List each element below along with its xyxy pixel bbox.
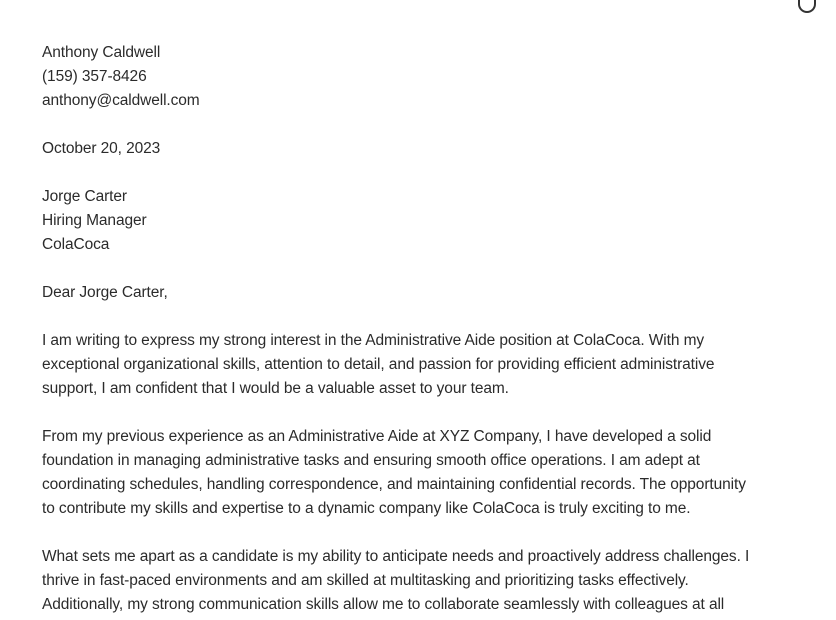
spacer bbox=[42, 401, 802, 425]
paragraph-line: From my previous experience as an Administrative Aide at XYZ Company, I have developed a solid bbox=[42, 428, 712, 445]
spacer bbox=[42, 257, 802, 281]
paragraph-line: coordinating schedules, handling correspondence, and maintaining confidential records. The opportunity bbox=[42, 476, 746, 493]
paragraph-line: foundation in managing administrative tasks and ensuring smooth office operations. I am adept at bbox=[42, 452, 700, 469]
paragraph-line: exceptional organizational skills, attention to detail, and passion for providing efficient administrative bbox=[42, 356, 715, 373]
cover-letter bbox=[42, 41, 802, 617]
sender-email: anthony@caldwell.com bbox=[42, 92, 200, 109]
paragraph-line: Additionally, my strong communication skills allow me to collaborate seamlessly with colleagues at all bbox=[42, 596, 725, 613]
salutation: Dear Jorge Carter, bbox=[42, 284, 168, 301]
sender-phone: (159) 357-8426 bbox=[42, 68, 147, 85]
recipient-name: Jorge Carter bbox=[42, 188, 127, 205]
paragraph-line: support, I am confident that I would be a valuable asset to your team. bbox=[42, 380, 509, 397]
recipient-company: ColaCoca bbox=[42, 236, 110, 253]
recipient-title: Hiring Manager bbox=[42, 212, 147, 229]
paragraph-line: thrive in fast-paced environments and am skilled at multitasking and prioritizing tasks effectively. bbox=[42, 572, 689, 589]
letter-date: October 20, 2023 bbox=[42, 140, 161, 157]
paragraph-line: to contribute my skills and expertise to a dynamic company like ColaCoca is truly exciting to me. bbox=[42, 500, 691, 517]
body-paragraph-1 bbox=[42, 329, 802, 401]
spacer bbox=[42, 521, 802, 545]
spacer bbox=[42, 305, 802, 329]
partial-glyph-icon bbox=[798, 0, 816, 13]
body-paragraph-2 bbox=[42, 425, 802, 521]
sender-name: Anthony Caldwell bbox=[42, 44, 161, 61]
paragraph-line: What sets me apart as a candidate is my ability to anticipate needs and proactively address challenges. I bbox=[42, 548, 750, 565]
paragraph-line: I am writing to express my strong interest in the Administrative Aide position at ColaCoca. With my bbox=[42, 332, 705, 349]
body-paragraph-3 bbox=[42, 545, 802, 617]
spacer bbox=[42, 113, 802, 137]
spacer bbox=[42, 161, 802, 185]
